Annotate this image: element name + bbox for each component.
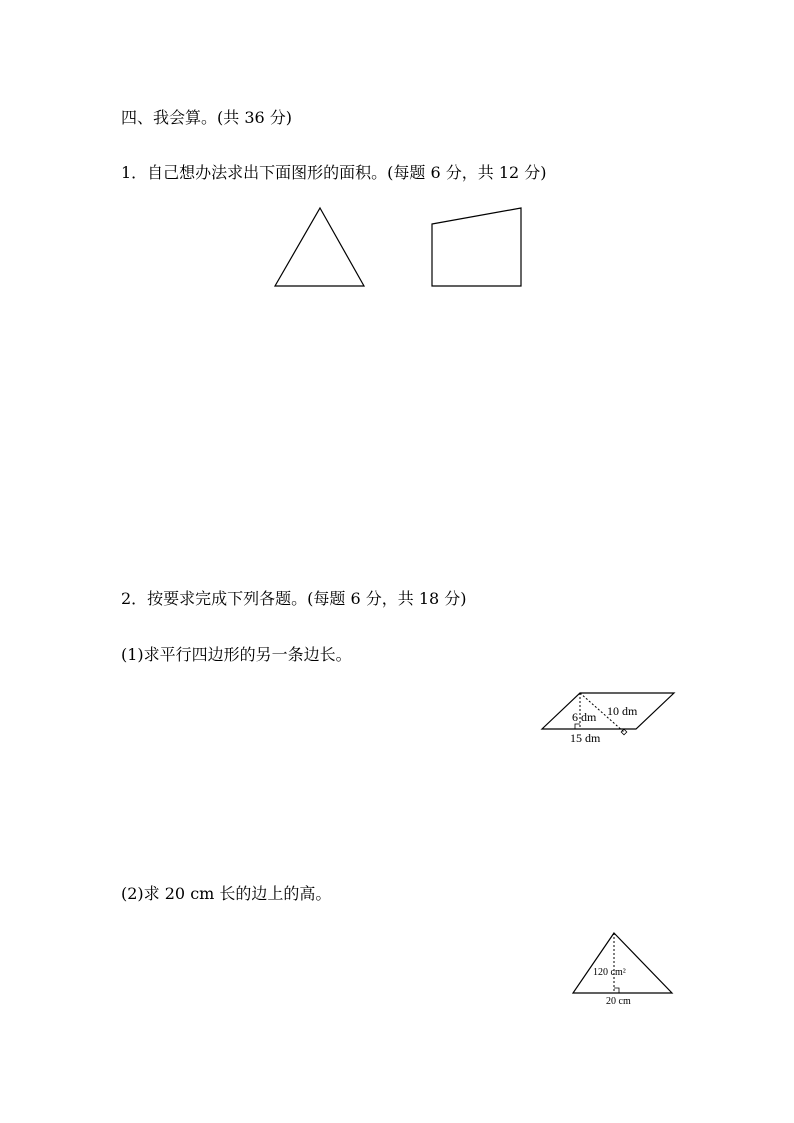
height-label: 6 dm	[572, 710, 597, 724]
triangle-shape	[275, 208, 364, 286]
area-label: 120 cm²	[593, 967, 626, 978]
right-angle-marker-3	[614, 988, 619, 993]
q1-trapezoid-figure	[428, 205, 528, 290]
right-angle-marker	[575, 724, 580, 729]
q1-triangle-figure	[270, 205, 370, 290]
question-1-title: 1．自己想办法求出下面图形的面积。(每题 6 分，共 12 分)	[121, 163, 547, 182]
triangle-area-figure	[570, 930, 676, 1010]
base-label: 15 dm	[570, 731, 601, 745]
trapezoid-shape	[432, 208, 521, 286]
question-2-title: 2．按要求完成下列各题。(每题 6 分，共 18 分)	[121, 589, 467, 608]
side-length-label: 10 dm	[607, 704, 638, 718]
base-label-2: 20 cm	[606, 996, 631, 1007]
sub-question-1-title: (1)求平行四边形的另一条边长。	[121, 645, 352, 664]
sub-question-2-title: (2)求 20 cm 长的边上的高。	[121, 884, 332, 903]
section-heading: 四、我会算。(共 36 分)	[121, 108, 293, 127]
triangle-shape-2	[573, 933, 672, 993]
parallelogram-figure	[540, 688, 680, 748]
